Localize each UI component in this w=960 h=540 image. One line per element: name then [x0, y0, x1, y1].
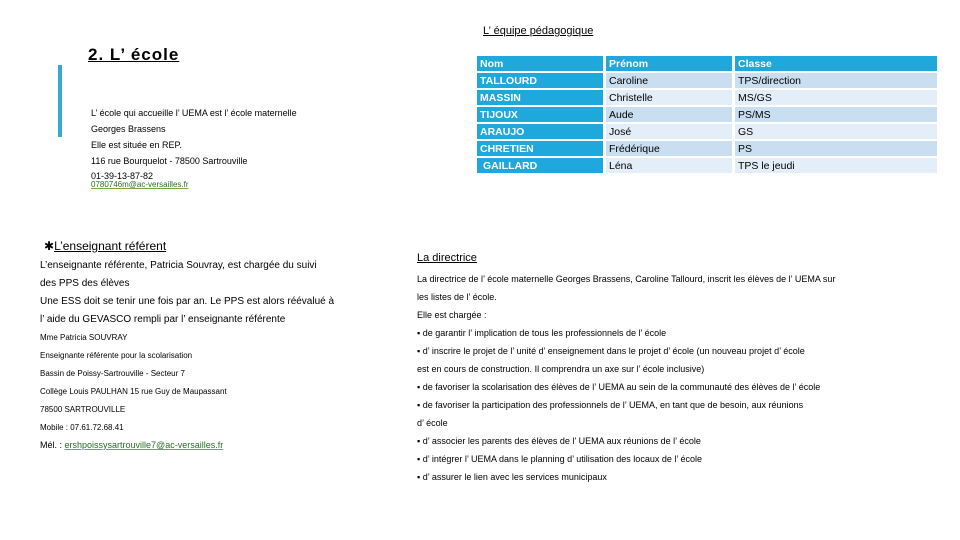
directrice-line: ▪ d’ assurer le lien avec les services municipaux: [417, 472, 607, 482]
school-phone: 01-39-13-87-82: [91, 171, 154, 181]
cell-prenom: Léna: [606, 158, 732, 173]
directrice-line: ▪ de favoriser la participation des professionnels de l’ UEMA, en tant que de besoin, aux réunions: [417, 400, 804, 410]
team-table: [474, 54, 940, 175]
school-line: L’ école qui accueille l’ UEMA est l’ école maternelle: [91, 108, 297, 118]
table-header-row: [477, 56, 937, 71]
cell-classe: TPS le jeudi: [735, 158, 937, 173]
cell-prenom: José: [606, 124, 732, 139]
cell-nom: GAILLARD: [477, 158, 603, 173]
referent-contact: Collège Louis PAULHAN 15 rue Guy de Maupassant: [40, 387, 227, 396]
cell-nom: CHRETIEN: [477, 141, 603, 156]
directrice-line: ▪ de favoriser la scolarisation des élèves de l’ UEMA au sein de la communauté des élèves de l’ école: [417, 382, 821, 392]
directrice-line: d’ école: [417, 418, 448, 428]
referent-contact: Mobile : 07.61.72.68.41: [40, 423, 124, 432]
school-line: Elle est située en REP.: [91, 140, 182, 150]
referent-heading: [44, 239, 166, 253]
cell-prenom: Frédérique: [606, 141, 732, 156]
email-label: Mél. :: [40, 440, 65, 450]
directrice-line: est en cours de construction. Il comprendra un axe sur l’ école inclusive): [417, 364, 705, 374]
referent-email-link[interactable]: ershpoissysartrouville7@ac-versailles.fr: [64, 440, 224, 450]
table-row: [477, 90, 937, 105]
cell-prenom: Aude: [606, 107, 732, 122]
accent-bar: [58, 65, 62, 137]
cell-classe: PS: [735, 141, 937, 156]
cell-prenom: Christelle: [606, 90, 732, 105]
table-row: [477, 141, 937, 156]
column-header: Nom: [477, 56, 603, 71]
star-bullet-icon: ✱: [44, 239, 55, 253]
school-line: 116 rue Bourquelot - 78500 Sartrouville: [91, 156, 248, 166]
referent-email-row: [40, 440, 223, 450]
directrice-line: La directrice de l’ école maternelle Georges Brassens, Caroline Tallourd, inscrit les élèves de l’ UEMA sur: [417, 274, 836, 284]
cell-classe: TPS/direction: [735, 73, 937, 88]
referent-contact: Mme Patricia SOUVRAY: [40, 333, 128, 342]
directrice-line: ▪ de garantir l’ implication de tous les professionnels de l’ école: [417, 328, 667, 338]
cell-nom: ARAUJO: [477, 124, 603, 139]
column-header: Classe: [735, 56, 937, 71]
team-title: L’ équipe pédagogique: [483, 25, 594, 37]
referent-line: L’enseignante référente, Patricia Souvray, est chargée du suivi: [40, 260, 317, 271]
table-row: [477, 107, 937, 122]
directrice-line: ▪ d’ associer les parents des élèves de l’ UEMA aux réunions de l’ école: [417, 436, 701, 446]
cell-nom: TALLOURD: [477, 73, 603, 88]
cell-prenom: Caroline: [606, 73, 732, 88]
referent-line: l’ aide du GEVASCO rempli par l’ enseignante référente: [40, 314, 286, 325]
cell-nom: TIJOUX: [477, 107, 603, 122]
referent-line: Une ESS doit se tenir une fois par an. Le PPS est alors réévalué à: [40, 296, 335, 307]
referent-contact: 78500 SARTROUVILLE: [40, 405, 126, 414]
directrice-line: ▪ d’ intégrer l’ UEMA dans le planning d’ utilisation des locaux de l’ école: [417, 454, 703, 464]
cell-classe: MS/GS: [735, 90, 937, 105]
school-email-link[interactable]: 0780746m@ac-versailles.fr: [91, 180, 189, 189]
directrice-line: ▪ d’ inscrire le projet de l’ unité d’ enseignement dans le projet d’ école (un nouveau projet d’ école: [417, 346, 805, 356]
table-row: [477, 158, 937, 173]
directrice-heading: La directrice: [417, 252, 477, 264]
referent-contact: Bassin de Poissy-Sartrouville - Secteur 7: [40, 369, 185, 378]
cell-classe: PS/MS: [735, 107, 937, 122]
referent-heading-text: L’enseignant référent: [54, 239, 167, 253]
cell-nom: MASSIN: [477, 90, 603, 105]
school-line: Georges Brassens: [91, 124, 166, 134]
cell-classe: GS: [735, 124, 937, 139]
table-row: [477, 124, 937, 139]
referent-line: des PPS des élèves: [40, 278, 130, 289]
directrice-line: Elle est chargée :: [417, 310, 487, 320]
directrice-line: les listes de l’ école.: [417, 292, 497, 302]
school-title: 2. L’ école: [88, 45, 180, 64]
referent-contact: Enseignante référente pour la scolarisation: [40, 351, 193, 360]
table-row: [477, 73, 937, 88]
column-header: Prénom: [606, 56, 732, 71]
